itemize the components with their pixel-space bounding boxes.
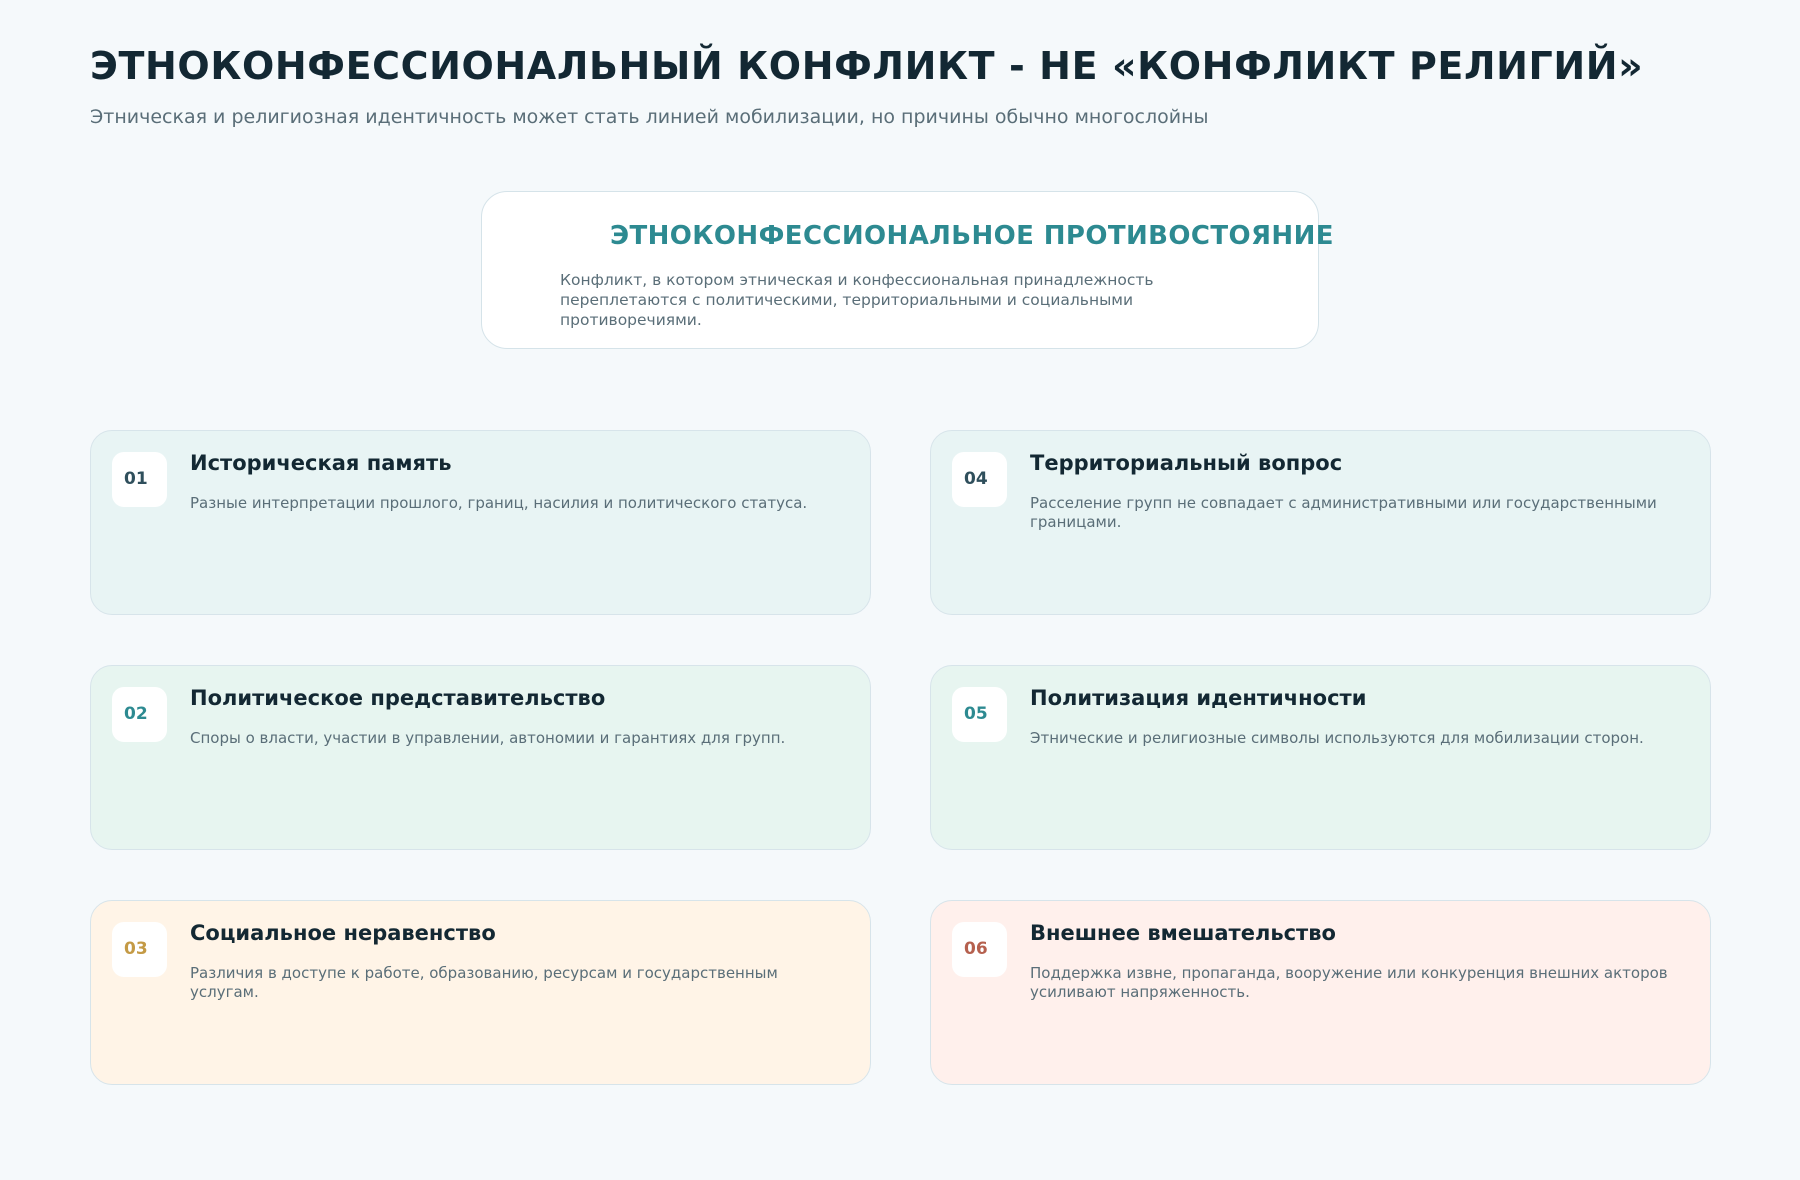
factor-title: Политическое представительство <box>190 686 606 710</box>
central-concept-description: Конфликт, в котором этническая и конфессиональная принадлежность переплетаются с политическими, территориальными и социальными противоречиями. <box>560 271 1154 329</box>
factor-card-historical-memory <box>90 430 871 615</box>
factor-number-badge: 05 <box>952 687 1007 742</box>
factor-description: Расселение групп не совпадает с административными или государственными границами. <box>1030 494 1657 531</box>
factor-card-identity-politicization <box>930 665 1711 850</box>
factor-description: Различия в доступе к работе, образованию, ресурсам и государственным услугам. <box>190 964 778 1001</box>
factor-number-badge: 04 <box>952 452 1007 507</box>
page-subtitle: Этническая и религиозная идентичность может стать линией мобилизации, но причины обычно многослойны <box>90 106 1209 128</box>
central-concept-title: ЭТНОКОНФЕССИОНАЛЬНОЕ ПРОТИВОСТОЯНИЕ <box>610 221 1334 251</box>
factor-title: Политизация идентичности <box>1030 686 1367 710</box>
factor-description: Разные интерпретации прошлого, границ, насилия и политического статуса. <box>190 494 808 512</box>
factor-title: Внешнее вмешательство <box>1030 921 1336 945</box>
factor-title: Историческая память <box>190 451 452 475</box>
factor-card-territorial-issue <box>930 430 1711 615</box>
factor-number-badge: 02 <box>112 687 167 742</box>
factor-number-badge: 03 <box>112 922 167 977</box>
factor-card-political-representation <box>90 665 871 850</box>
factor-number-badge: 01 <box>112 452 167 507</box>
factor-description: Этнические и религиозные символы используются для мобилизации сторон. <box>1030 729 1644 747</box>
factor-description: Поддержка извне, пропаганда, вооружение или конкуренция внешних акторов усиливают напряженность. <box>1030 964 1668 1001</box>
page-title: ЭТНОКОНФЕССИОНАЛЬНЫЙ КОНФЛИКТ - НЕ «КОНФЛИКТ РЕЛИГИЙ» <box>90 44 1644 88</box>
factor-description: Споры о власти, участии в управлении, автономии и гарантиях для групп. <box>190 729 786 747</box>
factor-number-badge: 06 <box>952 922 1007 977</box>
central-concept-card <box>481 191 1334 349</box>
factor-card-external-interference <box>930 900 1711 1085</box>
factor-title: Территориальный вопрос <box>1030 451 1343 475</box>
factor-card-social-inequality <box>90 900 871 1085</box>
factor-title: Социальное неравенство <box>190 921 496 945</box>
